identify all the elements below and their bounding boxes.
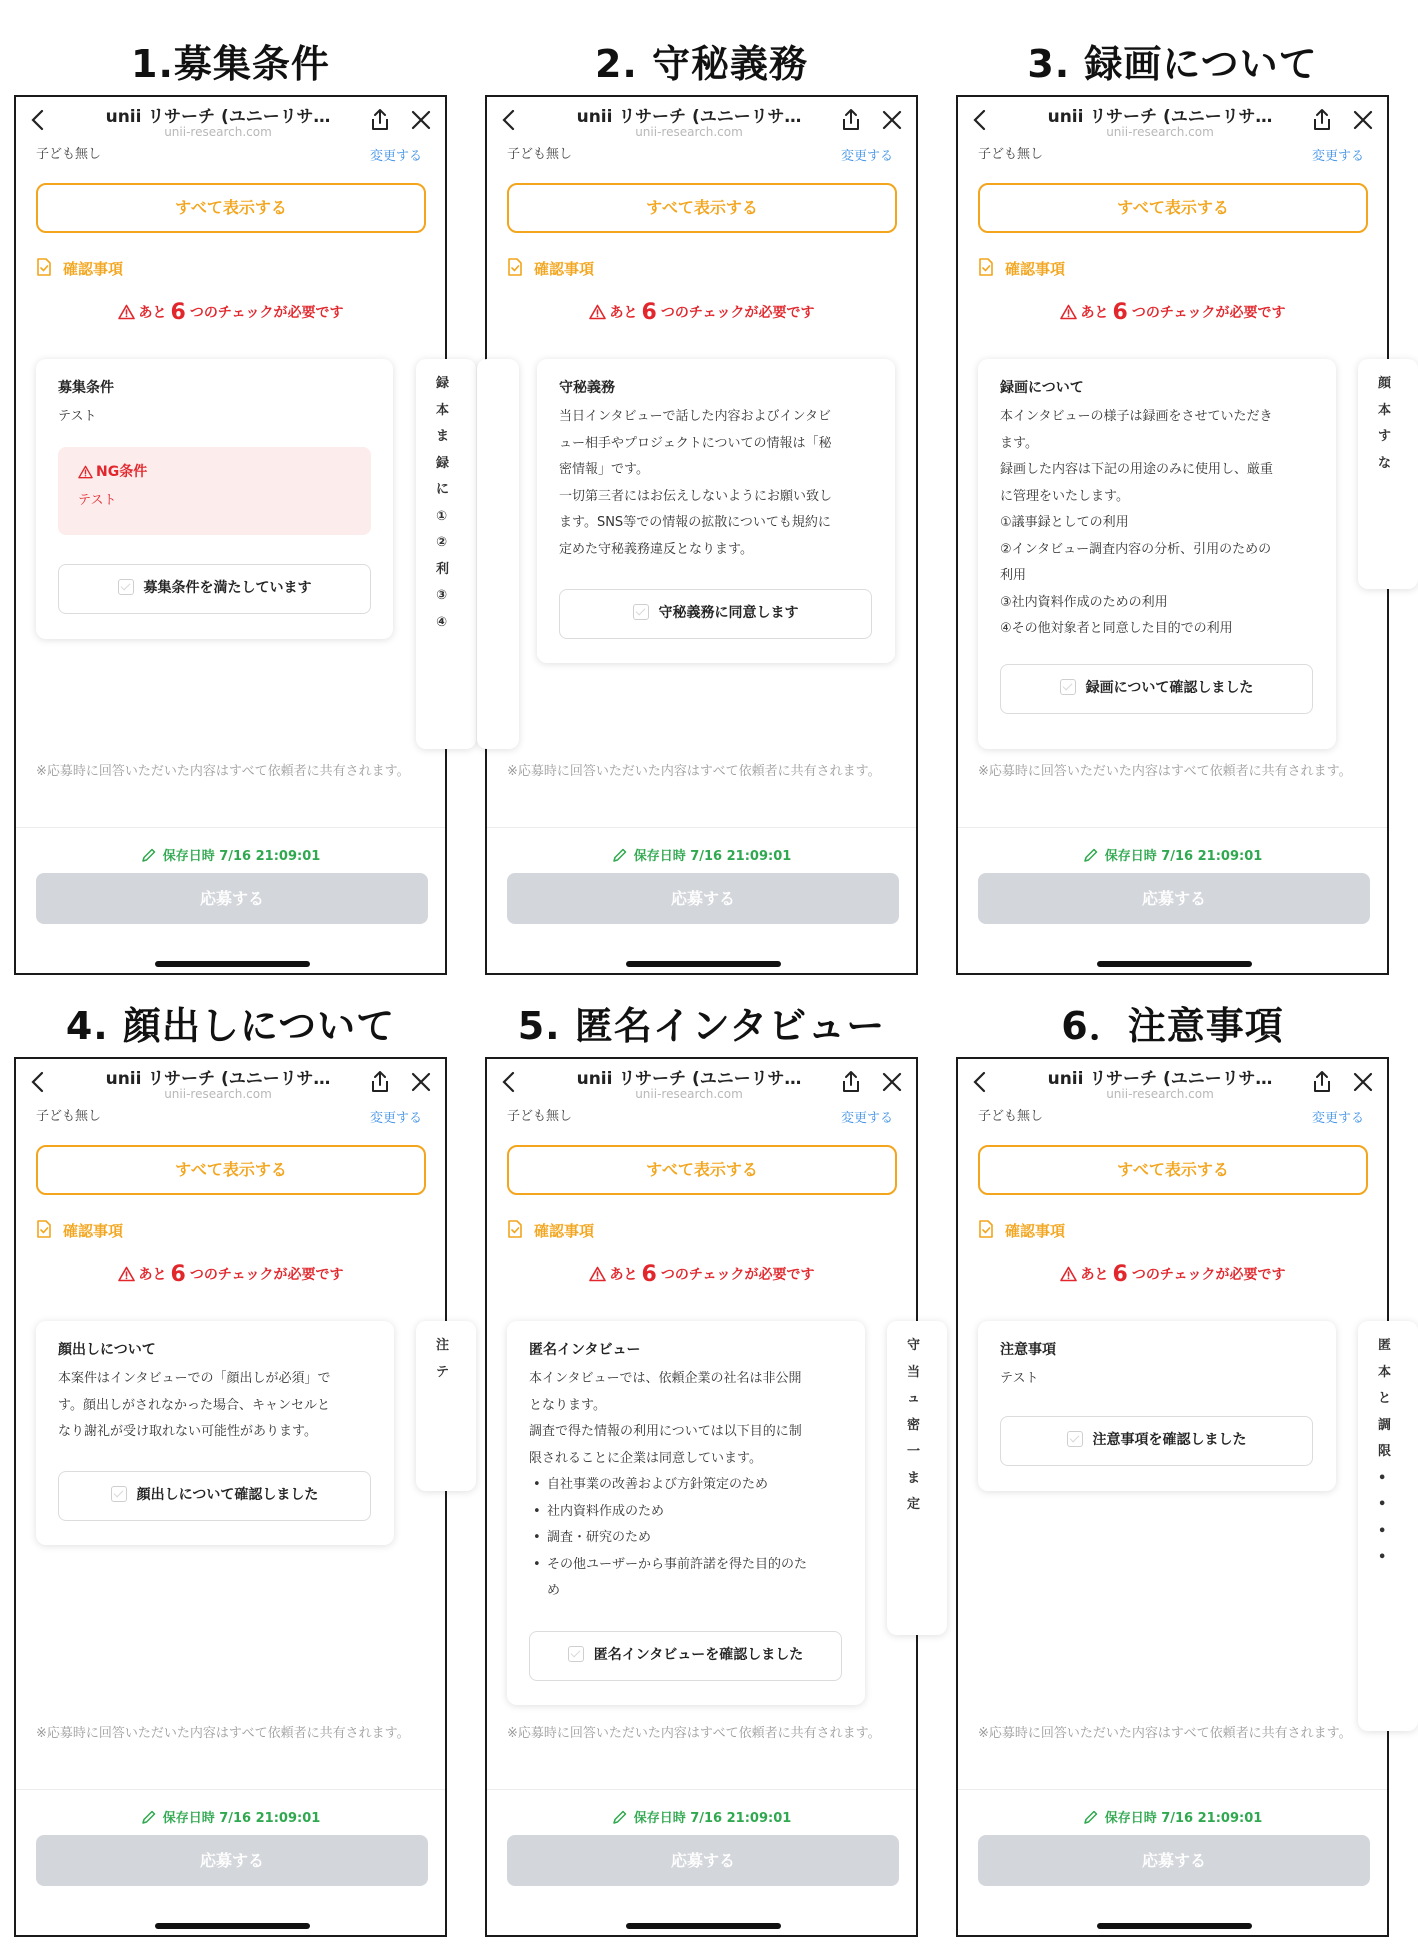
apply-button[interactable]: 応募する bbox=[36, 873, 428, 924]
save-timestamp: 保存日時 7/16 21:09:01 bbox=[1104, 849, 1263, 864]
home-indicator bbox=[1097, 961, 1252, 967]
children-status: 子ども無し bbox=[978, 147, 1044, 162]
panel-heading: 5. 匿名インタビュー bbox=[517, 1004, 886, 1048]
confirm-check-button[interactable] bbox=[1000, 664, 1313, 714]
check-warning bbox=[958, 1262, 1387, 1292]
warning-prefix: あと bbox=[1080, 305, 1109, 321]
confirm-check-label: 匿名インタビューを確認しました bbox=[593, 1647, 804, 1663]
phone-screen bbox=[956, 1057, 1392, 1937]
phone-screen bbox=[956, 95, 1392, 975]
share-note: ※応募時に回答いただいた内容はすべて依頼者に共有されます。 bbox=[507, 1726, 881, 1741]
pencil-icon bbox=[612, 1809, 628, 1825]
warning-prefix: あと bbox=[138, 305, 167, 321]
change-link[interactable]: 変更する bbox=[370, 1111, 423, 1126]
phone-screen bbox=[14, 95, 450, 975]
share-icon[interactable] bbox=[839, 107, 863, 133]
checkbox-icon[interactable] bbox=[633, 604, 649, 620]
show-all-button[interactable]: すべて表示する bbox=[978, 1145, 1368, 1195]
warning-prefix: あと bbox=[609, 1267, 638, 1283]
warning-suffix: つのチェックが必要です bbox=[1131, 305, 1286, 321]
card-body: 本インタビューでは、依頼企業の社名は非公開 となります。 調査で得た情報の利用については以下目的に制 限されることに企業は同意しています。 bbox=[529, 1371, 802, 1466]
document-check-icon bbox=[978, 1220, 994, 1238]
save-timestamp: 保存日時 7/16 21:09:01 bbox=[162, 849, 321, 864]
card-title: 注意事項 bbox=[1000, 1342, 1056, 1358]
app-url: unii-research.com bbox=[635, 125, 743, 139]
app-title: unii リサーチ (ユニーリサ… bbox=[576, 107, 802, 127]
apply-button[interactable]: 応募する bbox=[978, 873, 1370, 924]
share-note: ※応募時に回答いただいた内容はすべて依頼者に共有されます。 bbox=[978, 764, 1352, 779]
home-indicator bbox=[626, 961, 781, 967]
checkbox-icon[interactable] bbox=[568, 1646, 584, 1662]
warning-suffix: つのチェックが必要です bbox=[189, 305, 344, 321]
share-icon[interactable] bbox=[368, 107, 392, 133]
confirm-check-label: 注意事項を確認しました bbox=[1092, 1432, 1247, 1448]
back-chevron-icon[interactable] bbox=[499, 107, 519, 133]
close-icon[interactable] bbox=[881, 1071, 903, 1093]
app-url: unii-research.com bbox=[164, 1087, 272, 1101]
confirm-section-label: 確認事項 bbox=[534, 260, 595, 278]
children-status: 子ども無し bbox=[36, 147, 102, 162]
card-body: 当日インタビューで話した内容およびインタビ ュー相手やプロジェクトについての情報は「秘 密情報」です。 一切第三者にはお伝えしないようにお願い致し ます。SNS等での情報の拡散についても規約に 定めた守秘義務違反となります。 bbox=[559, 409, 833, 557]
share-note: ※応募時に回答いただいた内容はすべて依頼者に共有されます。 bbox=[36, 1726, 410, 1741]
document-check-icon bbox=[36, 258, 52, 276]
confirm-check-button[interactable] bbox=[559, 589, 872, 639]
save-timestamp: 保存日時 7/16 21:09:01 bbox=[1104, 1811, 1263, 1826]
back-chevron-icon[interactable] bbox=[499, 1069, 519, 1095]
apply-button[interactable]: 応募する bbox=[36, 1835, 428, 1886]
checkbox-icon[interactable] bbox=[1067, 1431, 1083, 1447]
warning-triangle-icon bbox=[1060, 304, 1077, 320]
confirm-check-label: 顔出しについて確認しました bbox=[136, 1487, 319, 1503]
warning-suffix: つのチェックが必要です bbox=[660, 1267, 815, 1283]
confirmation-card bbox=[507, 1321, 865, 1705]
share-note: ※応募時に回答いただいた内容はすべて依頼者に共有されます。 bbox=[978, 1726, 1352, 1741]
footer-divider bbox=[487, 1789, 916, 1790]
footer-divider bbox=[16, 827, 445, 828]
warning-count: 6 bbox=[1112, 300, 1128, 325]
change-link[interactable]: 変更する bbox=[1312, 1111, 1365, 1126]
confirm-check-label: 募集条件を満たしています bbox=[143, 580, 312, 596]
warning-triangle-icon bbox=[118, 1266, 135, 1282]
next-card-peek[interactable] bbox=[1358, 1321, 1418, 1731]
card-body: 本案件はインタビューでの「顔出しが必須」で す。顔出しがされなかった場合、キャンセルと なり謝礼が受け取れない可能性があります。 bbox=[58, 1371, 331, 1439]
checkbox-icon[interactable] bbox=[1060, 679, 1076, 695]
app-title: unii リサーチ (ユニーリサ… bbox=[1047, 107, 1273, 127]
share-icon[interactable] bbox=[1310, 107, 1334, 133]
document-check-icon bbox=[36, 1220, 52, 1238]
next-card-peek[interactable] bbox=[416, 359, 476, 749]
show-all-button[interactable]: すべて表示する bbox=[36, 183, 426, 233]
change-link[interactable]: 変更する bbox=[1312, 149, 1365, 164]
share-icon[interactable] bbox=[368, 1069, 392, 1095]
ng-condition-box bbox=[58, 447, 371, 535]
close-icon[interactable] bbox=[1352, 1071, 1374, 1093]
phone-screen bbox=[485, 1057, 921, 1937]
apply-button[interactable]: 応募する bbox=[978, 1835, 1370, 1886]
ng-text: テスト bbox=[78, 492, 117, 508]
document-check-icon bbox=[507, 258, 523, 276]
warning-prefix: あと bbox=[1080, 1267, 1109, 1283]
check-warning bbox=[487, 1262, 916, 1292]
panel-heading: 3. 録画について bbox=[1027, 42, 1318, 86]
change-link[interactable]: 変更する bbox=[841, 149, 894, 164]
home-indicator bbox=[155, 1923, 310, 1929]
home-indicator bbox=[155, 961, 310, 967]
ng-label: NG条件 bbox=[96, 463, 148, 480]
warning-triangle-icon bbox=[1060, 1266, 1077, 1282]
back-chevron-icon[interactable] bbox=[970, 1069, 990, 1095]
footer-divider bbox=[958, 1789, 1387, 1790]
pencil-icon bbox=[1083, 847, 1099, 863]
show-all-button[interactable]: すべて表示する bbox=[507, 183, 897, 233]
confirmation-card bbox=[978, 359, 1336, 749]
warning-triangle-icon bbox=[118, 304, 135, 320]
warning-triangle-icon bbox=[589, 1266, 606, 1282]
confirm-section-label: 確認事項 bbox=[1005, 1222, 1066, 1240]
confirm-section-label: 確認事項 bbox=[534, 1222, 595, 1240]
card-bullet-item: • 社内資料作成のため bbox=[529, 1499, 843, 1526]
warning-triangle-icon bbox=[78, 465, 93, 479]
app-title: unii リサーチ (ユニーリサ… bbox=[105, 107, 331, 127]
confirm-section-label: 確認事項 bbox=[63, 1222, 124, 1240]
panel-heading: 6．注意事項 bbox=[1061, 1004, 1284, 1048]
card-title: 録画について bbox=[1000, 380, 1084, 396]
confirm-check-label: 録画について確認しました bbox=[1085, 680, 1254, 696]
footer-divider bbox=[958, 827, 1387, 828]
panel-heading: 1.募集条件 bbox=[131, 42, 330, 86]
home-indicator bbox=[1097, 1923, 1252, 1929]
back-chevron-icon[interactable] bbox=[28, 1069, 48, 1095]
confirm-check-button[interactable] bbox=[58, 1471, 371, 1521]
apply-button[interactable]: 応募する bbox=[507, 1835, 899, 1886]
next-card-preview-text: 守 当 ュ 密 一 ま 定 bbox=[907, 1338, 921, 1512]
panel-heading: 4. 顔出しについて bbox=[65, 1004, 396, 1048]
share-note: ※応募時に回答いただいた内容はすべて依頼者に共有されます。 bbox=[36, 764, 410, 779]
save-status bbox=[487, 1807, 916, 1826]
warning-suffix: つのチェックが必要です bbox=[660, 305, 815, 321]
confirmation-card bbox=[36, 359, 393, 639]
warning-suffix: つのチェックが必要です bbox=[1131, 1267, 1286, 1283]
close-icon[interactable] bbox=[410, 1071, 432, 1093]
app-title: unii リサーチ (ユニーリサ… bbox=[1047, 1069, 1273, 1089]
confirm-check-label: 守秘義務に同意します bbox=[658, 605, 799, 621]
children-status: 子ども無し bbox=[507, 147, 573, 162]
confirmation-card bbox=[36, 1321, 394, 1545]
next-card-preview-text: 注 テ bbox=[436, 1338, 450, 1380]
card-title: 顔出しについて bbox=[58, 1342, 156, 1358]
phone-screen bbox=[485, 95, 918, 975]
confirm-check-button[interactable] bbox=[1000, 1416, 1313, 1466]
app-url: unii-research.com bbox=[1106, 125, 1214, 139]
apply-button[interactable]: 応募する bbox=[507, 873, 899, 924]
show-all-button[interactable]: すべて表示する bbox=[978, 183, 1368, 233]
share-icon[interactable] bbox=[839, 1069, 863, 1095]
footer-divider bbox=[487, 827, 916, 828]
save-timestamp: 保存日時 7/16 21:09:01 bbox=[162, 1811, 321, 1826]
warning-count: 6 bbox=[170, 1262, 186, 1287]
pencil-icon bbox=[141, 847, 157, 863]
share-icon[interactable] bbox=[1310, 1069, 1334, 1095]
children-status: 子ども無し bbox=[507, 1109, 573, 1124]
next-card-peek[interactable] bbox=[416, 1321, 476, 1491]
next-card-peek[interactable] bbox=[887, 1321, 947, 1635]
pencil-icon bbox=[1083, 1809, 1099, 1825]
check-warning bbox=[487, 300, 916, 330]
confirm-check-button[interactable] bbox=[58, 564, 371, 614]
close-icon[interactable] bbox=[410, 109, 432, 131]
card-bullet-item: • 自社事業の改善および方針策定のため bbox=[529, 1472, 843, 1499]
warning-suffix: つのチェックが必要です bbox=[189, 1267, 344, 1283]
previous-card-peek[interactable] bbox=[477, 359, 519, 749]
warning-count: 6 bbox=[170, 300, 186, 325]
warning-prefix: あと bbox=[609, 305, 638, 321]
save-status bbox=[487, 845, 916, 864]
save-status bbox=[958, 1807, 1387, 1826]
card-title: 募集条件 bbox=[58, 380, 114, 396]
document-check-icon bbox=[978, 258, 994, 276]
confirmation-card bbox=[978, 1321, 1336, 1491]
back-chevron-icon[interactable] bbox=[28, 107, 48, 133]
panel-heading: 2. 守秘義務 bbox=[594, 42, 809, 86]
card-title: 守秘義務 bbox=[559, 380, 615, 396]
document-check-icon bbox=[507, 1220, 523, 1238]
next-card-preview-text: 顔 本 す な bbox=[1378, 376, 1392, 471]
card-bullet-list bbox=[529, 1472, 843, 1605]
back-chevron-icon[interactable] bbox=[970, 107, 990, 133]
show-all-button[interactable]: すべて表示する bbox=[507, 1145, 897, 1195]
app-url: unii-research.com bbox=[164, 125, 272, 139]
warning-count: 6 bbox=[1112, 1262, 1128, 1287]
confirm-check-button[interactable] bbox=[529, 1631, 842, 1681]
share-note: ※応募時に回答いただいた内容はすべて依頼者に共有されます。 bbox=[507, 764, 881, 779]
app-title: unii リサーチ (ユニーリサ… bbox=[576, 1069, 802, 1089]
check-warning bbox=[16, 1262, 445, 1292]
next-card-peek[interactable] bbox=[1358, 359, 1418, 589]
warning-triangle-icon bbox=[589, 304, 606, 320]
save-status bbox=[16, 845, 445, 864]
next-card-preview-text: 匿 本 と 調 限 • • • • bbox=[1378, 1338, 1392, 1565]
close-icon[interactable] bbox=[881, 109, 903, 131]
footer-divider bbox=[16, 1789, 445, 1790]
confirm-section-label: 確認事項 bbox=[63, 260, 124, 278]
children-status: 子ども無し bbox=[36, 1109, 102, 1124]
card-body: テスト bbox=[1000, 1371, 1039, 1386]
app-url: unii-research.com bbox=[1106, 1087, 1214, 1101]
next-card-preview-text: 録 本 ま 録 に ① ② 利 ③ ④ bbox=[436, 376, 450, 630]
save-timestamp: 保存日時 7/16 21:09:01 bbox=[633, 1811, 792, 1826]
confirmation-card bbox=[537, 359, 895, 663]
close-icon[interactable] bbox=[1352, 109, 1374, 131]
save-status bbox=[958, 845, 1387, 864]
change-link[interactable]: 変更する bbox=[370, 149, 423, 164]
show-all-button[interactable]: すべて表示する bbox=[36, 1145, 426, 1195]
confirm-section-label: 確認事項 bbox=[1005, 260, 1066, 278]
save-timestamp: 保存日時 7/16 21:09:01 bbox=[633, 849, 792, 864]
card-body: テスト bbox=[58, 409, 97, 424]
home-indicator bbox=[626, 1923, 781, 1929]
children-status: 子ども無し bbox=[978, 1109, 1044, 1124]
app-url: unii-research.com bbox=[635, 1087, 743, 1101]
check-warning bbox=[958, 300, 1387, 330]
warning-prefix: あと bbox=[138, 1267, 167, 1283]
check-warning bbox=[16, 300, 445, 330]
card-body: 本インタビューの様子は録画をさせていただき ます。 録画した内容は下記の用途のみに使用し、厳重 に管理をいたします。 ①議事録としての利用 ②インタビュー調査内容の分析、引用のための 利用 ③社内資料作成のための利用 ④その他対象者と同意した目的での利用 bbox=[1000, 409, 1274, 636]
change-link[interactable]: 変更する bbox=[841, 1111, 894, 1126]
card-bullet-item: • 調査・研究のため bbox=[529, 1525, 843, 1552]
warning-count: 6 bbox=[641, 1262, 657, 1287]
warning-count: 6 bbox=[641, 300, 657, 325]
save-status bbox=[16, 1807, 445, 1826]
phone-screen bbox=[14, 1057, 450, 1937]
checkbox-icon[interactable] bbox=[111, 1486, 127, 1502]
card-bullet-item: • その他ユーザーから事前許諾を得た目的のた め bbox=[529, 1552, 843, 1605]
pencil-icon bbox=[612, 847, 628, 863]
card-title: 匿名インタビュー bbox=[529, 1342, 641, 1358]
app-title: unii リサーチ (ユニーリサ… bbox=[105, 1069, 331, 1089]
checkbox-icon[interactable] bbox=[118, 579, 134, 595]
pencil-icon bbox=[141, 1809, 157, 1825]
